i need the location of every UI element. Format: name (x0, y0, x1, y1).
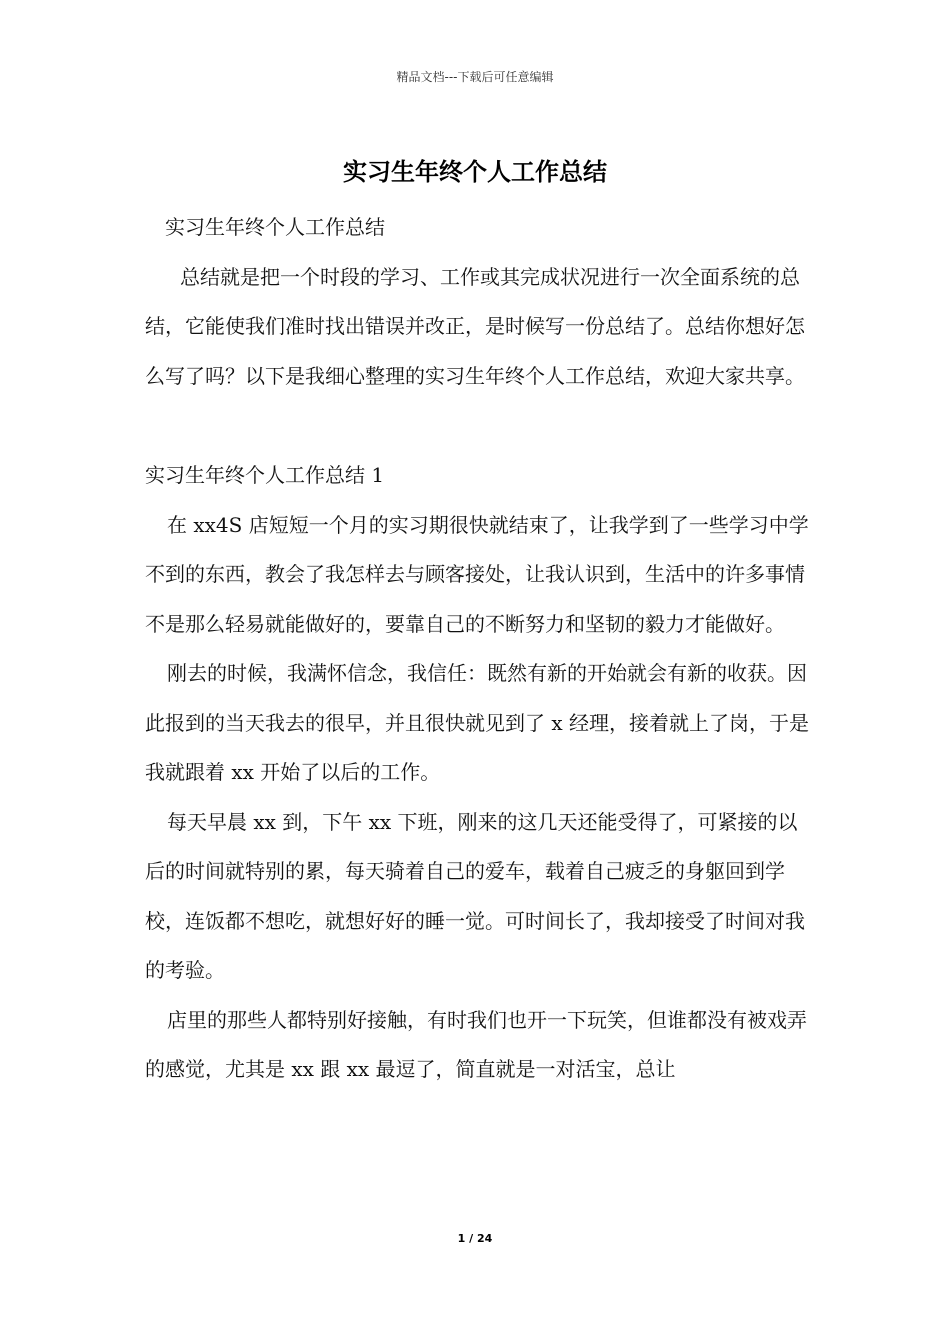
document-title: 实习生年终个人工作总结 (343, 158, 607, 186)
body-paragraph: 店里的那些人都特别好接触，有时我们也开一下玩笑，但谁都没有被戏弄的感觉，尤其是 xx 跟 xx 最逗了，简直就是一对活宝，总让 (145, 1007, 807, 1081)
document-subtitle: 实习生年终个人工作总结 (165, 215, 385, 239)
paragraph-spacer (145, 401, 810, 451)
page-header: 精品文档---下载后可任意编辑 (396, 70, 554, 84)
intro-paragraph: 总结就是把一个时段的学习、工作或其完成状况进行一次全面系统的总结，它能使我们准时找出错误并改正，是时候写一份总结了。总结你想好怎么写了吗？以下是我细心整理的实习生年终个人工作总结，欢迎大家共享。 (145, 264, 805, 388)
body-paragraph: 在 xx4S 店短短一个月的实习期很快就结束了，让我学到了一些学习中学不到的东西，教会了我怎样去与顾客接处，让我认识到，生活中的许多事情不是那么轻易就能做好的，要靠自己的不断努力和坚韧的毅力才能做好。 (145, 512, 809, 636)
page-number: 1 / 24 (457, 1232, 493, 1245)
section-heading: 实习生年终个人工作总结 1 (145, 463, 385, 487)
body-paragraph: 每天早晨 xx 到，下午 xx 下班，刚来的这几天还能受得了，可紧接的以后的时间就特别的累，每天骑着自己的爱车，载着自己疲乏的身躯回到学校，连饭都不想吃，就想好好的睡一觉。可时间长了，我却接受了时间对我的考验。 (145, 809, 805, 982)
document-body (145, 203, 810, 1095)
body-paragraph: 刚去的时候，我满怀信念，我信任：既然有新的开始就会有新的收获。因此报到的当天我去的很早，并且很快就见到了 x 经理，接着就上了岗，于是我就跟着 xx 开始了以后的工作。 (145, 661, 809, 784)
